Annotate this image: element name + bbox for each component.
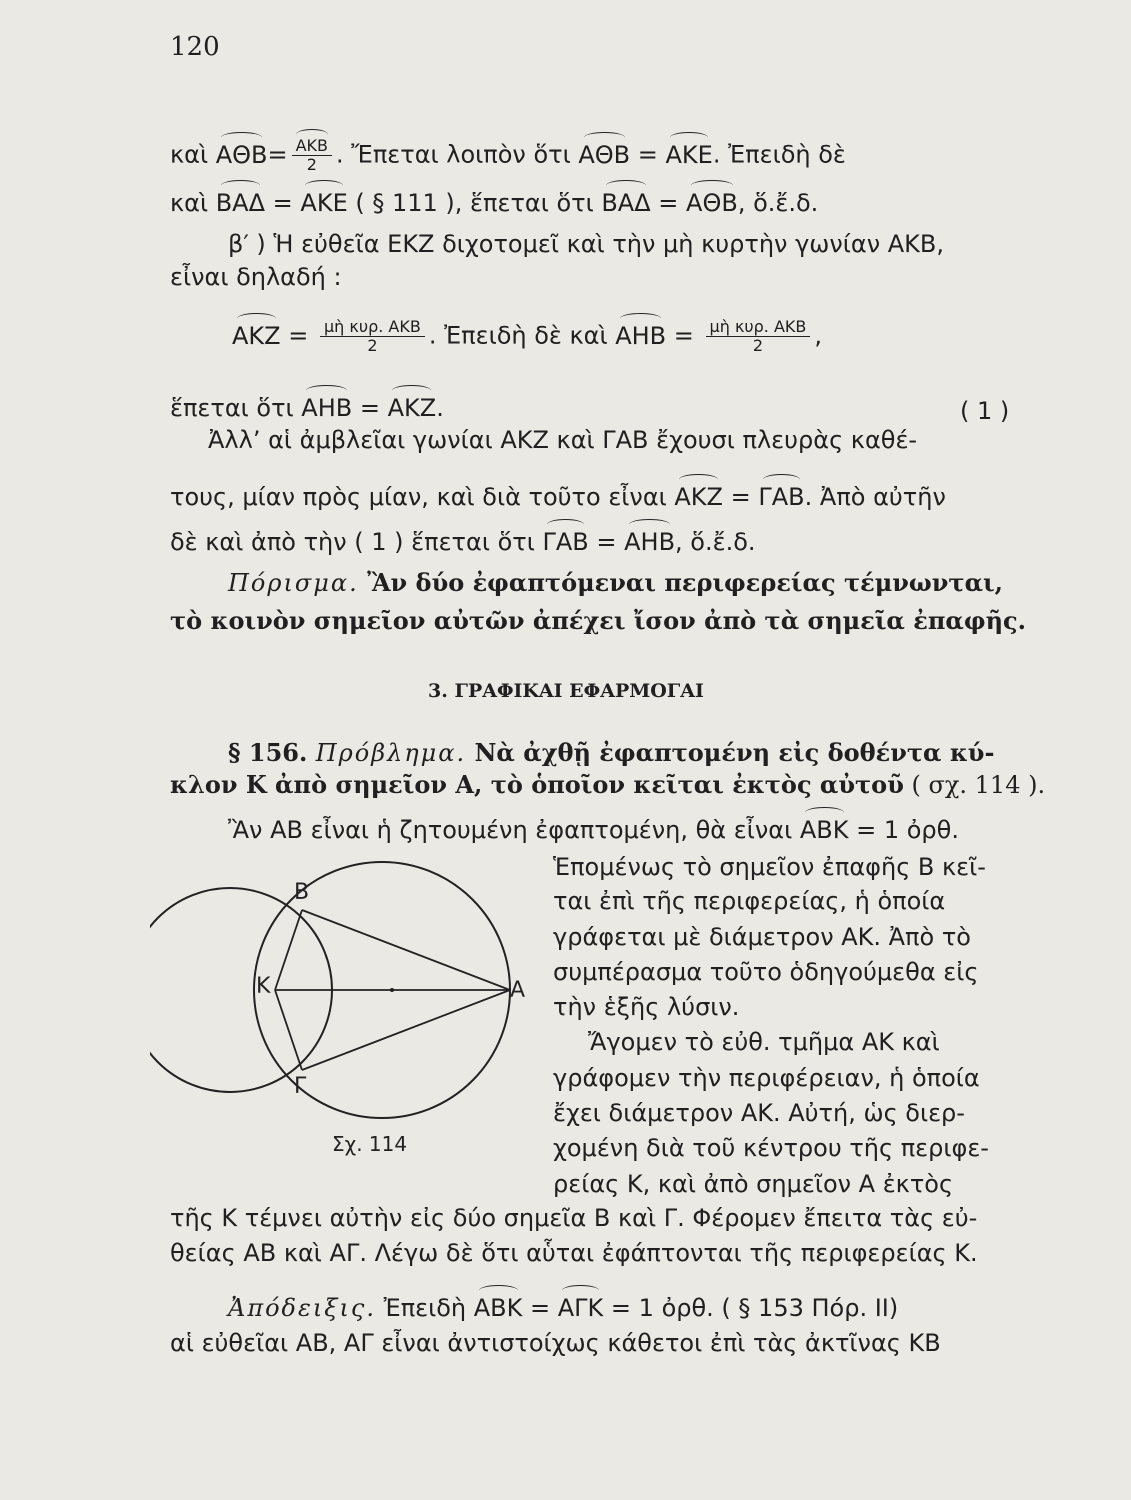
text-line-4: εἶναι δηλαδή : — [170, 263, 342, 291]
problem-line-2: κλον Κ ἀπὸ σημεῖον Α, τὸ ὁποῖον κεῖται ἐκτὸς αὐτοῦ ( σχ. 114 ). — [170, 770, 1046, 799]
figure-114 — [150, 860, 550, 1156]
text-line-16: θείας ΑΒ καὶ ΑΓ. Λέγω δὲ ὅτι αὗται ἐφάπτονται τῆς περιφερείας Κ. — [170, 1239, 978, 1267]
page-number: 120 — [170, 32, 220, 62]
problem-line-1: § 156. Πρόβλημα. Νὰ ἀχθῇ ἐφαπτομένη εἰς δοθέντα κύ- — [228, 738, 995, 767]
figure-svg — [150, 860, 550, 1140]
text-line-8: τους, μίαν πρὸς μίαν, καὶ διὰ τοῦτο εἶναι ΑΚΖ = ΓΑΒ. Ἀπὸ αὐτῆν — [170, 483, 946, 511]
text-line-7: Ἀλλ’ αἱ ἀμβλεῖαι γωνίαι ΑΚΖ καὶ ΓΑΒ ἔχουσι πλευρὰς καθέ- — [208, 426, 918, 454]
radius-kg — [275, 990, 302, 1070]
right-line-7: γράφομεν τὴν περιφέρειαν, ἡ ὁποία — [553, 1064, 980, 1092]
right-line-9: χομένη διὰ τοῦ κέντρου τῆς περιφε- — [553, 1134, 989, 1162]
corollary-line-2: τὸ κοινὸν σημεῖον αὐτῶν ἀπέχει ἴσον ἀπὸ τὰ σημεῖα ἐπαφῆς. — [170, 606, 1027, 635]
fraction: $\frac{\text{μὴ κυρ. ΑΚΒ}}{2}$ — [706, 318, 811, 355]
label-g: Γ — [294, 1074, 307, 1099]
right-line-2: ται ἐπὶ τῆς περιφερείας, ἡ ὁποία — [553, 887, 946, 915]
text-line-6: ἕπεται ὅτι ΑΗΒ = ΑΚΖ. — [170, 394, 444, 422]
fraction: $\frac{\text{ΑΚΒ}}{2}$ — [292, 137, 332, 174]
label-b: Β — [294, 880, 310, 905]
section-heading: 3. ΓΡΑΦΙΚΑΙ ΕΦΑΡΜΟΓΑΙ — [428, 680, 704, 702]
right-line-3: γράφεται μὲ διάμετρον ΑΚ. Ἀπὸ τὸ — [553, 923, 971, 951]
angle: ΑΘΒ — [215, 140, 268, 169]
proof-line-2: αἱ εὐθεῖαι ΑΒ, ΑΓ εἶναι ἀντιστοίχως κάθετοι ἐπὶ τὰς ἀκτῖνας ΚΒ — [170, 1329, 941, 1357]
right-line-1: Ἑπομένως τὸ σημεῖον ἐπαφῆς Β κεῖ- — [553, 853, 986, 881]
text-line-2: καὶ ΒΑΔ = ΑΚΕ ( § 111 ), ἕπεται ὅτι ΒΑΔ = ΑΘΒ, ὅ.ἔ.δ. — [170, 189, 819, 217]
fraction: $\frac{\text{μὴ κυρ. ΑΚΒ}}{2}$ — [320, 318, 425, 355]
right-line-4: συμπέρασμα τοῦτο ὁδηγούμεθα εἰς — [553, 958, 979, 986]
equation-ref: ( 1 ) — [960, 397, 1010, 425]
proof-line-1: Ἀπόδειξις. Ἐπειδὴ ΑΒΚ = ΑΓΚ = 1 ὀρθ. ( § 153 Πόρ. ΙΙ) — [228, 1294, 899, 1322]
right-line-10: ρείας Κ, καὶ ἀπὸ σημεῖον Α ἐκτὸς — [553, 1170, 954, 1198]
right-line-5: τὴν ἑξῆς λύσιν. — [553, 993, 740, 1021]
tangent-ag — [302, 990, 510, 1070]
figure-caption: Σχ. 114 — [332, 1132, 408, 1156]
text-line-3: β′ ) Ἡ εὐθεῖα ΕΚΖ διχοτομεῖ καὶ τὴν μὴ κυρτὴν γωνίαν ΑΚΒ, — [228, 230, 945, 258]
text-line-1: καὶ ΑΘΒ= $\frac{\text{ΑΚΒ}}{2}$ . Ἔπεται λοιπὸν ὅτι ΑΘΒ = ΑΚΕ. Ἐπειδὴ δὲ — [170, 136, 846, 174]
right-line-6: Ἄγομεν τὸ εὐθ. τμῆμα ΑΚ καὶ — [588, 1028, 940, 1056]
center-point — [390, 988, 394, 992]
text-line-15: τῆς Κ τέμνει αὐτὴν εἰς δύο σημεῖα Β καὶ Γ. Φέρομεν ἔπειτα τὰς εὐ- — [170, 1204, 978, 1232]
text-line-9: δὲ καὶ ἀπὸ τὴν ( 1 ) ἕπεται ὅτι ΓΑΒ = ΑΗΒ, ὅ.ἔ.δ. — [170, 528, 756, 556]
radius-kb — [275, 910, 302, 990]
right-line-8: ἔχει διάμετρον ΑΚ. Αὐτή, ὡς διερ- — [553, 1099, 965, 1127]
label-k: Κ — [256, 974, 271, 999]
tangent-ab — [302, 910, 510, 990]
text-line-5: ΑΚΖ = $\frac{\text{μὴ κυρ. ΑΚΒ}}{2}$ . Ἐπειδὴ δὲ καὶ ΑΗΒ = $\frac{\text{μὴ κυρ. ΑΚΒ}}{2}$ , — [232, 317, 823, 355]
text-line-14: Ἂν ΑΒ εἶναι ἡ ζητουμένη ἐφαπτομένη, θὰ εἶναι ΑΒΚ = 1 ὀρθ. — [228, 816, 959, 844]
corollary-line-1: Πόρισμα. Ἂν δύο ἐφαπτόμεναι περιφερείας τέμνωνται, — [228, 568, 1004, 597]
label-a: Α — [510, 978, 526, 1003]
